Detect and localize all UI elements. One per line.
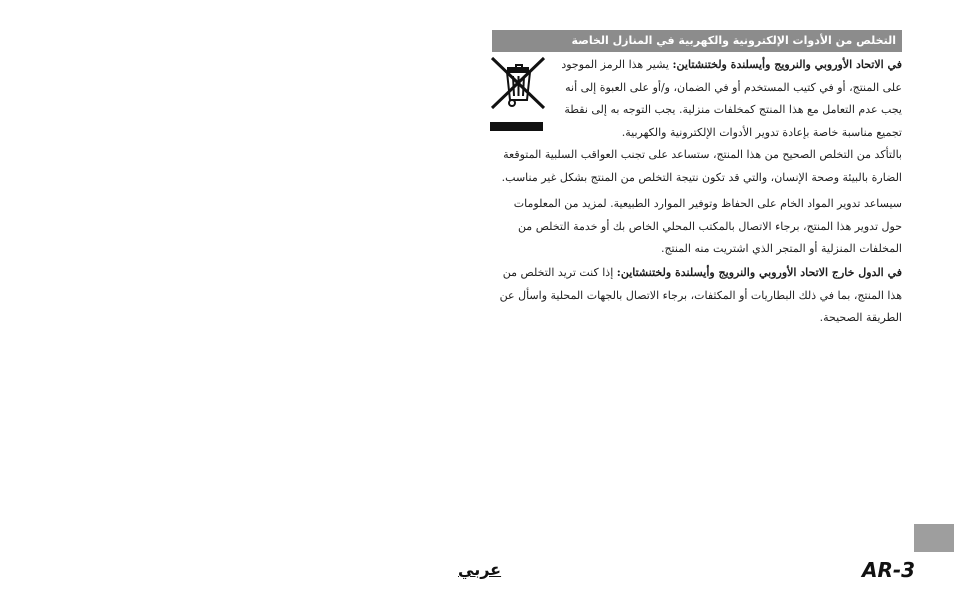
paragraph-non-eu-disposal <box>492 262 902 330</box>
paragraph-body: إذا كنت تريد التخلص من هذا المنتج، بما في ذلك البطاريات أو المكثفات، برجاء الاتصال بالجهات المحلية واسأل عن الطريقة الصحيحة. <box>499 266 902 324</box>
paragraph-body: بالتأكد من التخلص الصحيح من هذا المنتج، ستساعد على تجنب العواقب السلبية المتوقعة الضارة بالبيئة وصحة الإنسان، والتي قد تكون نتيجة التخلص من المنتج بشكل غير مناسب. <box>501 148 902 184</box>
paragraph-recycling-info <box>492 193 902 261</box>
section-title: التخلص من الأدوات الإلكترونية والكهربية في المنازل الخاصة <box>492 30 902 52</box>
paragraph-body: سيساعد تدوير المواد الخام على الحفاظ وتوفير الموارد الطبيعية. لمزيد من المعلومات حول تدوير هذا المنتج، برجاء الاتصال بالمكتب المحلي الخاص بك أو خدمة التخلص من المخلفات المنزلية أو المتجر الذي اشتريت منه المنتج. <box>513 197 902 255</box>
crossed-out-wheelie-bin-icon <box>490 56 546 132</box>
paragraph-body: يشير هذا الرمز الموجود على المنتج، أو في كتيب المستخدم أو في الضمان، و/أو على العبوة إلى أنه يجب عدم التعامل مع هذا المنتج كمخلفات منزلية. يجب التوجه به إلى نقطة تجميع مناسبة خاصة بإعادة تدوير الأدوات الإلكترونية والكهربية. <box>561 58 902 139</box>
language-label: عربي <box>458 560 502 579</box>
side-tab-marker <box>914 524 954 552</box>
paragraph-correct-disposal <box>492 144 902 189</box>
page-number: AR-3 <box>862 558 916 582</box>
paragraph-lead: في الدول خارج الاتحاد الأوروبي والنرويج وأيسلندة ولختنشتاين: <box>616 266 902 279</box>
paragraph-lead: في الاتحاد الأوروبي والنرويج وأيسلندة ولختنشتاين: <box>672 58 902 71</box>
paragraph-eu-disposal <box>556 54 902 144</box>
